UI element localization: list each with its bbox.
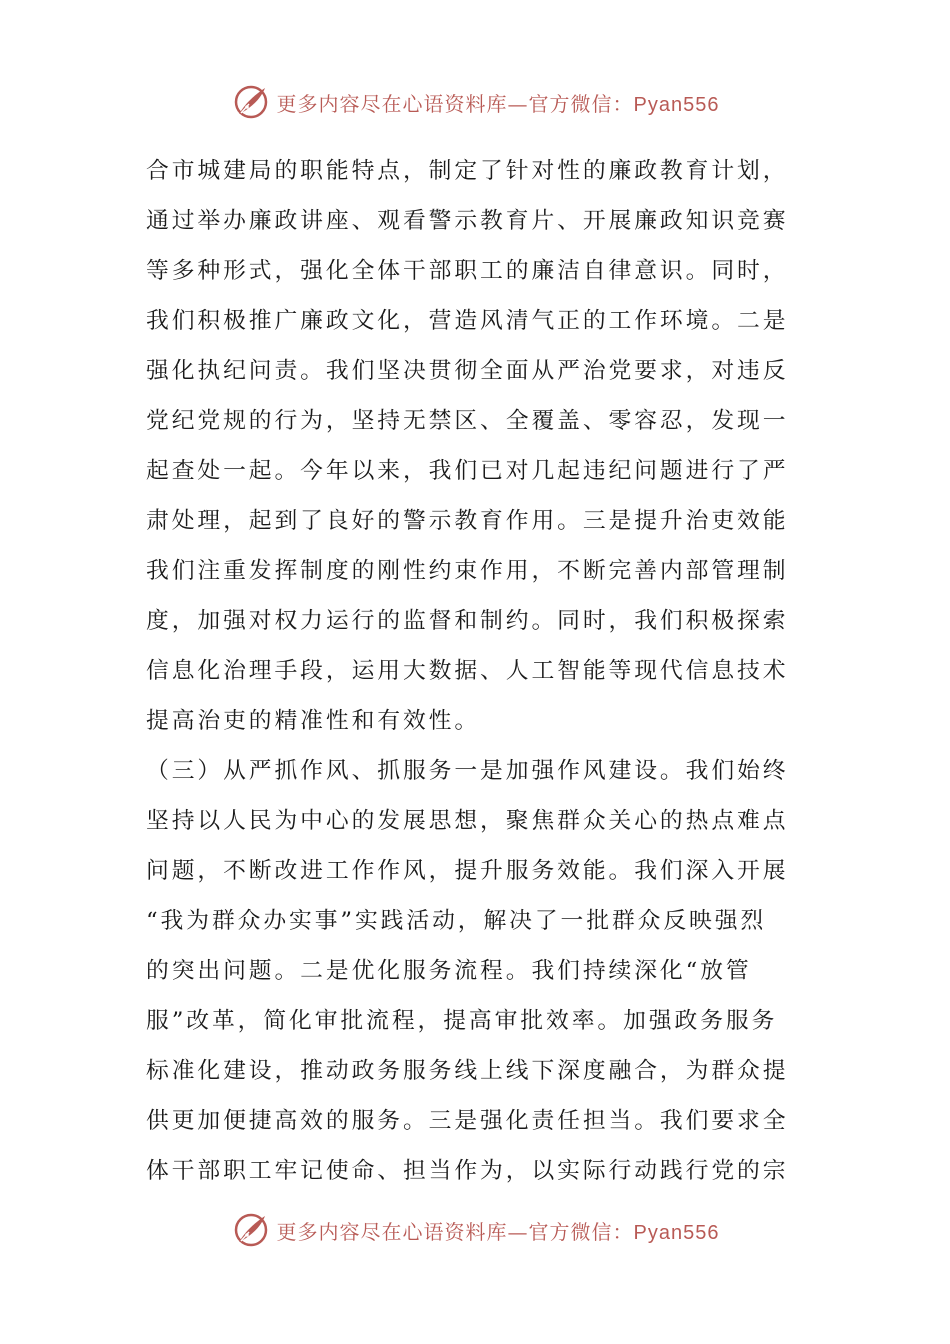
header-wechat-id: Pyan556 [633, 93, 720, 116]
text-line: 标准化建设，推动政务服务线上线下深度融合，为群众提 [146, 1058, 789, 1084]
text-line: 通过举办廉政讲座、观看警示教育片、开展廉政知识竞赛 [146, 208, 789, 234]
text-line: 强化执纪问责。我们坚决贯彻全面从严治党要求，对违反 [146, 358, 789, 384]
text-line: 我们积极推广廉政文化，营造风清气正的工作环境。二是 [146, 308, 789, 334]
pen-nib-logo-icon [231, 82, 271, 122]
text-line: “我为群众办实事”实践活动，解决了一批群众反映强烈 [146, 908, 767, 934]
text-line: 合市城建局的职能特点，制定了针对性的廉政教育计划， [146, 158, 789, 184]
text-line: 信息化治理手段，运用大数据、人工智能等现代信息技术 [146, 658, 789, 684]
text-line: 服”改革，简化审批流程，提高审批效率。加强政务服务 [146, 1008, 778, 1034]
text-line: 等多种形式，强化全体干部职工的廉洁自律意识。同时， [146, 258, 789, 284]
document-body [146, 146, 816, 1196]
text-line: 体干部职工牢记使命、担当作为，以实际行动践行党的宗 [146, 1158, 789, 1184]
footer-banner-text: 更多内容尽在心语资料库—官方微信：Pyan556 [276, 1219, 720, 1244]
footer-wechat-id: Pyan556 [633, 1221, 720, 1244]
text-line: 提高治吏的精准性和有效性。 [146, 708, 481, 734]
text-line: 肃处理，起到了良好的警示教育作用。三是提升治吏效能 [146, 508, 789, 534]
header-banner [0, 80, 950, 124]
text-line: 供更加便捷高效的服务。三是强化责任担当。我们要求全 [146, 1108, 789, 1134]
text-line: 问题，不断改进工作作风，提升服务效能。我们深入开展 [146, 858, 789, 884]
pen-nib-logo-icon [231, 1210, 271, 1250]
header-banner-text: 更多内容尽在心语资料库—官方微信：Pyan556 [276, 91, 720, 116]
text-line: （三）从严抓作风、抓服务一是加强作风建设。我们始终 [146, 758, 789, 784]
text-line: 党纪党规的行为，坚持无禁区、全覆盖、零容忍，发现一 [146, 408, 789, 434]
text-line: 的突出问题。二是优化服务流程。我们持续深化“放管 [146, 958, 752, 984]
text-line: 起查处一起。今年以来，我们已对几起违纪问题进行了严 [146, 458, 789, 484]
text-line: 我们注重发挥制度的刚性约束作用，不断完善内部管理制 [146, 558, 789, 584]
text-line: 度，加强对权力运行的监督和制约。同时，我们积极探索 [146, 608, 789, 634]
text-line: 坚持以人民为中心的发展思想，聚焦群众关心的热点难点 [146, 808, 789, 834]
footer-banner [0, 1208, 950, 1252]
